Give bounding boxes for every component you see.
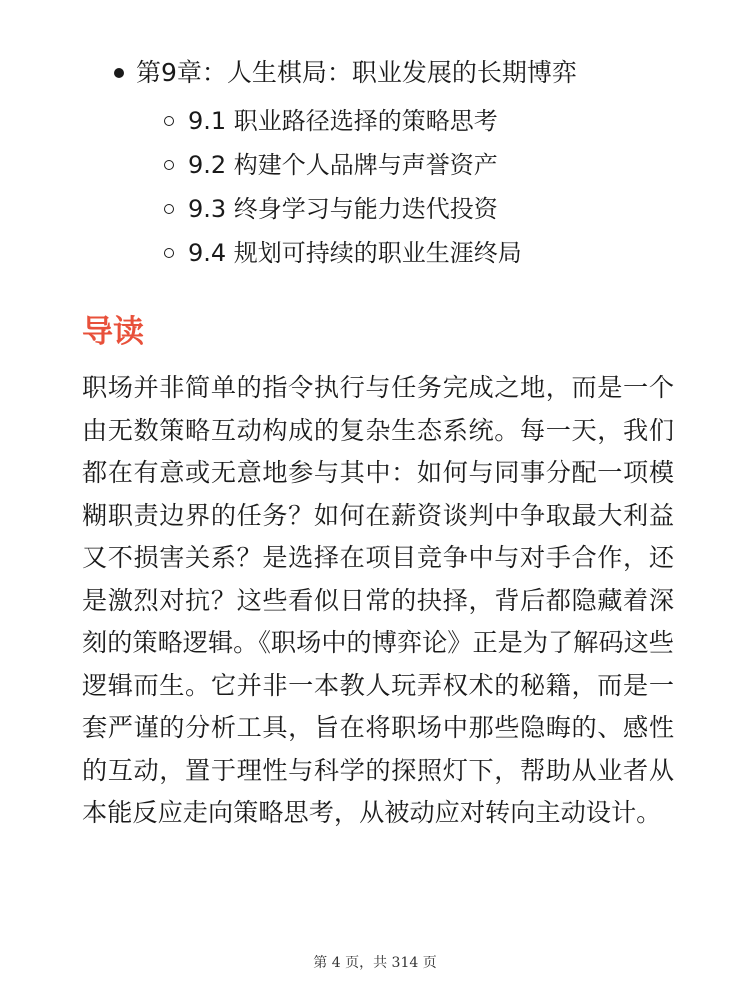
circle-bullet-icon	[164, 248, 174, 258]
toc-section-title: 9.1 职业路径选择的策略思考	[188, 107, 498, 135]
circle-bullet-icon	[164, 160, 174, 170]
toc-chapter-item	[0, 52, 750, 96]
bullet-dot-icon	[114, 68, 124, 78]
page-number: 第 4 页，共 314 页	[313, 955, 437, 971]
toc-section-list	[0, 102, 750, 278]
table-of-contents	[0, 52, 750, 278]
toc-section-title: 9.3 终身学习与能力迭代投资	[188, 195, 498, 223]
circle-bullet-icon	[164, 204, 174, 214]
intro-heading: 导读	[82, 314, 144, 350]
toc-section-item	[0, 234, 750, 278]
toc-section-item	[0, 102, 750, 146]
toc-section-title: 9.4 规划可持续的职业生涯终局	[188, 239, 522, 267]
toc-section-title: 9.2 构建个人品牌与声誉资产	[188, 151, 498, 179]
circle-bullet-icon	[164, 116, 174, 126]
toc-section-item	[0, 146, 750, 190]
toc-section-item	[0, 190, 750, 234]
toc-chapter-title: 第9章：人生棋局：职业发展的长期博弈	[136, 58, 577, 87]
intro-paragraph: 职场并非简单的指令执行与任务完成之地，而是一个由无数策略互动构成的复杂生态系统。每一天，我们都在有意或无意地参与其中：如何与同事分配一项模糊职责边界的任务？如何在薪资谈判中争取最大利益又不损害关系？是选择在项目竞争中与对手合作，还是激烈对抗？这些看似日常的抉择，背后都隐藏着深刻的策略逻辑。《职场中的博弈论》正是为了解码这些逻辑而生。它并非一本教人玩弄权术的秘籍，而是一套严谨的分析工具，旨在将职场中那些隐晦的、感性的互动，置于理性与科学的探照灯下，帮助从业者从本能反应走向策略思考，从被动应对转向主动设计。	[82, 373, 674, 827]
